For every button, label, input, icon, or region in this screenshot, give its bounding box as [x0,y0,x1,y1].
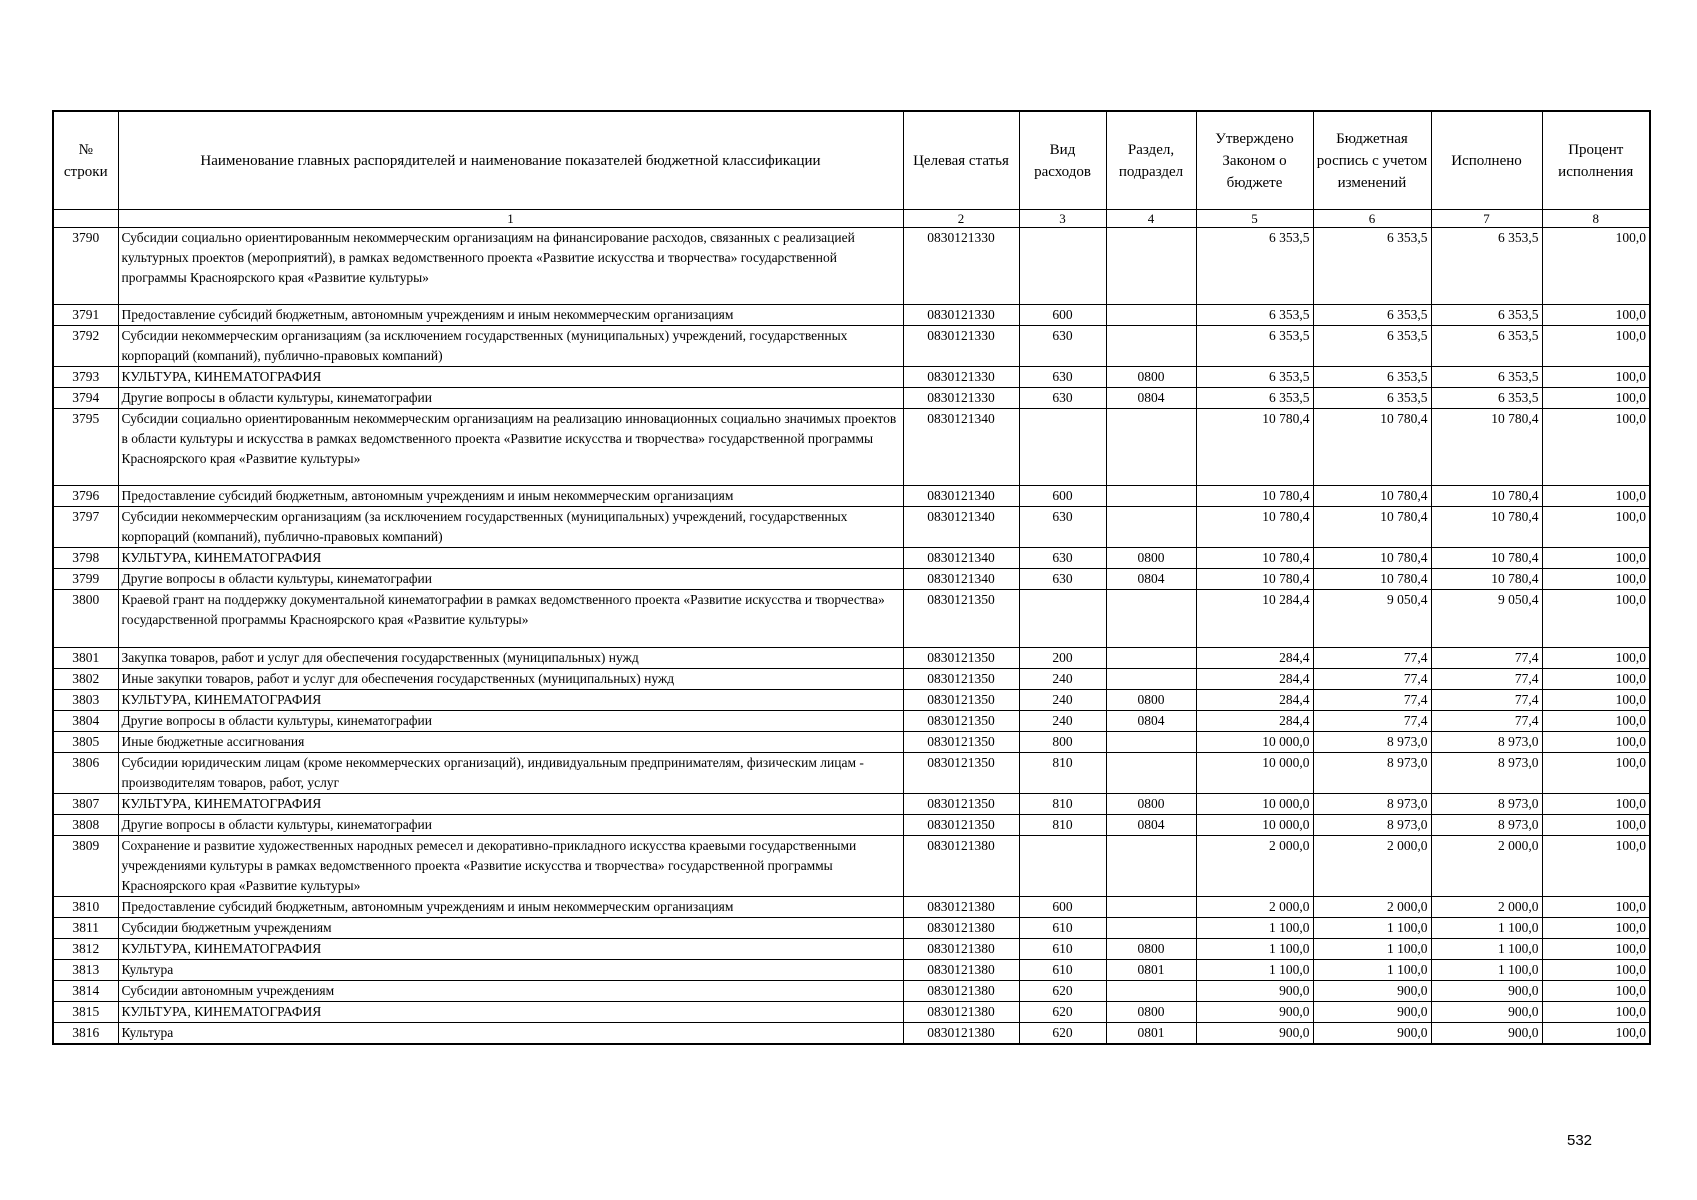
budget-schedule-cell: 1 100,0 [1313,939,1431,960]
executed-cell: 2 000,0 [1431,897,1542,918]
budget-schedule-cell: 77,4 [1313,669,1431,690]
section-cell [1106,228,1196,305]
budget-schedule-cell: 6 353,5 [1313,388,1431,409]
name-cell: Иные закупки товаров, работ и услуг для обеспечения государственных (муниципальных) нужд [118,669,903,690]
target-article-cell: 0830121380 [903,897,1019,918]
column-number: 5 [1196,210,1313,228]
budget-schedule-cell: 1 100,0 [1313,918,1431,939]
table-row [53,981,1650,1002]
expense-type-cell: 810 [1019,794,1106,815]
header-name: Наименование главных распорядителей и наименование показателей бюджетной классификации [118,111,903,210]
executed-cell: 10 780,4 [1431,507,1542,548]
executed-cell: 77,4 [1431,711,1542,732]
budget-schedule-cell: 6 353,5 [1313,228,1431,305]
row-number-cell: 3791 [53,305,118,326]
target-article-cell: 0830121350 [903,732,1019,753]
row-number-cell: 3794 [53,388,118,409]
row-number-cell: 3811 [53,918,118,939]
section-cell [1106,732,1196,753]
executed-cell: 1 100,0 [1431,918,1542,939]
row-number-cell: 3793 [53,367,118,388]
table-row [53,711,1650,732]
section-cell [1106,648,1196,669]
target-article-cell: 0830121350 [903,648,1019,669]
approved-cell: 2 000,0 [1196,897,1313,918]
target-article-cell: 0830121340 [903,486,1019,507]
budget-schedule-cell: 10 780,4 [1313,548,1431,569]
percent-cell: 100,0 [1542,897,1650,918]
section-cell [1106,590,1196,648]
expense-type-cell: 630 [1019,367,1106,388]
expense-type-cell: 800 [1019,732,1106,753]
row-number-cell: 3813 [53,960,118,981]
budget-schedule-cell: 77,4 [1313,711,1431,732]
table-row [53,836,1650,897]
percent-cell: 100,0 [1542,711,1650,732]
expense-type-cell [1019,836,1106,897]
expense-type-cell: 810 [1019,753,1106,794]
row-number-cell: 3812 [53,939,118,960]
budget-schedule-cell: 1 100,0 [1313,960,1431,981]
table-row [53,939,1650,960]
approved-cell: 284,4 [1196,648,1313,669]
column-number: 6 [1313,210,1431,228]
percent-cell: 100,0 [1542,409,1650,486]
expense-type-cell [1019,590,1106,648]
executed-cell: 1 100,0 [1431,960,1542,981]
row-number-cell: 3806 [53,753,118,794]
header-row [53,111,1650,210]
section-cell: 0800 [1106,1002,1196,1023]
executed-cell: 77,4 [1431,648,1542,669]
table-row [53,388,1650,409]
budget-schedule-cell: 9 050,4 [1313,590,1431,648]
expense-type-cell: 240 [1019,711,1106,732]
percent-cell: 100,0 [1542,981,1650,1002]
target-article-cell: 0830121380 [903,836,1019,897]
expense-type-cell: 810 [1019,815,1106,836]
approved-cell: 284,4 [1196,711,1313,732]
name-cell: Другие вопросы в области культуры, кинематографии [118,569,903,590]
approved-cell: 284,4 [1196,690,1313,711]
header-budget-schedule: Бюджетная роспись с учетом изменений [1313,111,1431,210]
target-article-cell: 0830121350 [903,669,1019,690]
executed-cell: 10 780,4 [1431,486,1542,507]
expense-type-cell: 600 [1019,486,1106,507]
table-row [53,590,1650,648]
section-cell [1106,486,1196,507]
row-number-cell: 3815 [53,1002,118,1023]
header-target-article: Целевая статья [903,111,1019,210]
header-expense-type: Вид расходов [1019,111,1106,210]
row-number-cell: 3792 [53,326,118,367]
percent-cell: 100,0 [1542,836,1650,897]
table-row [53,815,1650,836]
table-body [53,228,1650,1045]
percent-cell: 100,0 [1542,486,1650,507]
percent-cell: 100,0 [1542,569,1650,590]
target-article-cell: 0830121340 [903,548,1019,569]
row-number-cell: 3802 [53,669,118,690]
approved-cell: 6 353,5 [1196,388,1313,409]
section-cell [1106,305,1196,326]
section-cell [1106,669,1196,690]
executed-cell: 900,0 [1431,981,1542,1002]
target-article-cell: 0830121380 [903,960,1019,981]
approved-cell: 10 780,4 [1196,486,1313,507]
budget-schedule-cell: 10 780,4 [1313,507,1431,548]
executed-cell: 6 353,5 [1431,305,1542,326]
table-row [53,690,1650,711]
table-row [53,548,1650,569]
column-number: 1 [118,210,903,228]
budget-schedule-cell: 77,4 [1313,690,1431,711]
target-article-cell: 0830121380 [903,1002,1019,1023]
section-cell [1106,897,1196,918]
percent-cell: 100,0 [1542,939,1650,960]
section-cell [1106,753,1196,794]
executed-cell: 10 780,4 [1431,409,1542,486]
name-cell: Субсидии некоммерческим организациям (за исключением государственных (муниципальных) учреждений, государственных корпораций (компаний), публично-правовых компаний) [118,326,903,367]
expense-type-cell: 630 [1019,569,1106,590]
expense-type-cell: 630 [1019,326,1106,367]
expense-type-cell: 610 [1019,960,1106,981]
approved-cell: 10 000,0 [1196,815,1313,836]
executed-cell: 77,4 [1431,690,1542,711]
budget-schedule-cell: 2 000,0 [1313,897,1431,918]
row-number-cell: 3796 [53,486,118,507]
name-cell: Предоставление субсидий бюджетным, автономным учреждениям и иным некоммерческим организациям [118,897,903,918]
budget-schedule-cell: 8 973,0 [1313,815,1431,836]
percent-cell: 100,0 [1542,669,1650,690]
column-number: 7 [1431,210,1542,228]
section-cell [1106,507,1196,548]
name-cell: Культура [118,960,903,981]
table-row [53,918,1650,939]
name-cell: КУЛЬТУРА, КИНЕМАТОГРАФИЯ [118,1002,903,1023]
row-number-cell: 3797 [53,507,118,548]
section-cell [1106,981,1196,1002]
target-article-cell: 0830121380 [903,1023,1019,1045]
target-article-cell: 0830121350 [903,815,1019,836]
row-number-cell: 3790 [53,228,118,305]
approved-cell: 284,4 [1196,669,1313,690]
percent-cell: 100,0 [1542,548,1650,569]
row-number-cell: 3803 [53,690,118,711]
section-cell: 0800 [1106,548,1196,569]
target-article-cell: 0830121350 [903,690,1019,711]
target-article-cell: 0830121350 [903,711,1019,732]
approved-cell: 10 780,4 [1196,409,1313,486]
table-row [53,486,1650,507]
percent-cell: 100,0 [1542,690,1650,711]
target-article-cell: 0830121350 [903,794,1019,815]
name-cell: Сохранение и развитие художественных народных ремесел и декоративно-прикладного искусства краевыми государственными учреждениями культуры в рамках ведомственного проекта «Развитие искусства и творчества» государственной программы Красноярского края «Развитие культуры» [118,836,903,897]
budget-schedule-cell: 10 780,4 [1313,486,1431,507]
expense-type-cell: 200 [1019,648,1106,669]
table-row [53,753,1650,794]
executed-cell: 8 973,0 [1431,815,1542,836]
section-cell: 0801 [1106,1023,1196,1045]
section-cell: 0800 [1106,690,1196,711]
approved-cell: 6 353,5 [1196,367,1313,388]
target-article-cell: 0830121380 [903,918,1019,939]
target-article-cell: 0830121340 [903,507,1019,548]
percent-cell: 100,0 [1542,815,1650,836]
target-article-cell: 0830121330 [903,305,1019,326]
approved-cell: 6 353,5 [1196,326,1313,367]
table-row [53,569,1650,590]
table-row [53,669,1650,690]
row-number-cell: 3816 [53,1023,118,1045]
executed-cell: 10 780,4 [1431,548,1542,569]
budget-schedule-cell: 900,0 [1313,981,1431,1002]
expense-type-cell: 610 [1019,918,1106,939]
budget-schedule-cell: 77,4 [1313,648,1431,669]
name-cell: КУЛЬТУРА, КИНЕМАТОГРАФИЯ [118,548,903,569]
section-cell [1106,918,1196,939]
approved-cell: 1 100,0 [1196,918,1313,939]
budget-schedule-cell: 6 353,5 [1313,305,1431,326]
executed-cell: 6 353,5 [1431,388,1542,409]
expense-type-cell: 630 [1019,388,1106,409]
column-number: 3 [1019,210,1106,228]
table-row [53,228,1650,305]
approved-cell: 10 000,0 [1196,794,1313,815]
approved-cell: 10 000,0 [1196,732,1313,753]
expense-type-cell [1019,228,1106,305]
section-cell [1106,326,1196,367]
name-cell: КУЛЬТУРА, КИНЕМАТОГРАФИЯ [118,939,903,960]
table-header [53,111,1650,228]
name-cell: Другие вопросы в области культуры, кинематографии [118,711,903,732]
percent-cell: 100,0 [1542,228,1650,305]
expense-type-cell: 620 [1019,981,1106,1002]
executed-cell: 6 353,5 [1431,228,1542,305]
budget-table [52,110,1651,1045]
header-row-number: № строки [53,111,118,210]
approved-cell: 10 780,4 [1196,507,1313,548]
table-row [53,326,1650,367]
name-cell: Краевой грант на поддержку документальной кинематографии в рамках ведомственного проекта «Развитие искусства и творчества» государственной программы Красноярского края «Развитие культуры» [118,590,903,648]
approved-cell: 6 353,5 [1196,305,1313,326]
table-row [53,507,1650,548]
budget-schedule-cell: 8 973,0 [1313,794,1431,815]
name-cell: Закупка товаров, работ и услуг для обеспечения государственных (муниципальных) нужд [118,648,903,669]
expense-type-cell [1019,409,1106,486]
name-cell: Субсидии бюджетным учреждениям [118,918,903,939]
executed-cell: 8 973,0 [1431,732,1542,753]
executed-cell: 6 353,5 [1431,326,1542,367]
row-number-cell: 3799 [53,569,118,590]
row-number-cell: 3807 [53,794,118,815]
percent-cell: 100,0 [1542,590,1650,648]
percent-cell: 100,0 [1542,388,1650,409]
row-number-cell: 3798 [53,548,118,569]
column-number-row [53,210,1650,228]
expense-type-cell: 630 [1019,507,1106,548]
row-number-cell: 3801 [53,648,118,669]
percent-cell: 100,0 [1542,1002,1650,1023]
budget-schedule-cell: 6 353,5 [1313,367,1431,388]
section-cell [1106,836,1196,897]
column-number: 8 [1542,210,1650,228]
budget-schedule-cell: 900,0 [1313,1023,1431,1045]
executed-cell: 9 050,4 [1431,590,1542,648]
column-number: 2 [903,210,1019,228]
section-cell: 0804 [1106,815,1196,836]
row-number-cell: 3810 [53,897,118,918]
row-number-cell: 3805 [53,732,118,753]
name-cell: Субсидии социально ориентированным некоммерческим организациям на реализацию инновационных социально значимых проектов в области культуры и искусства в рамках ведомственного проекта «Развитие искусства и творчества» государственной программы Красноярского края «Развитие культуры» [118,409,903,486]
column-number: 4 [1106,210,1196,228]
target-article-cell: 0830121330 [903,228,1019,305]
percent-cell: 100,0 [1542,305,1650,326]
executed-cell: 8 973,0 [1431,753,1542,794]
approved-cell: 1 100,0 [1196,939,1313,960]
budget-schedule-cell: 900,0 [1313,1002,1431,1023]
approved-cell: 2 000,0 [1196,836,1313,897]
approved-cell: 10 000,0 [1196,753,1313,794]
section-cell [1106,409,1196,486]
approved-cell: 900,0 [1196,1002,1313,1023]
section-cell: 0800 [1106,367,1196,388]
section-cell: 0804 [1106,569,1196,590]
table-row [53,305,1650,326]
approved-cell: 10 780,4 [1196,569,1313,590]
row-number-cell: 3808 [53,815,118,836]
row-number-cell: 3795 [53,409,118,486]
percent-cell: 100,0 [1542,732,1650,753]
percent-cell: 100,0 [1542,326,1650,367]
target-article-cell: 0830121330 [903,326,1019,367]
percent-cell: 100,0 [1542,648,1650,669]
percent-cell: 100,0 [1542,753,1650,794]
executed-cell: 900,0 [1431,1023,1542,1045]
table-row [53,732,1650,753]
percent-cell: 100,0 [1542,507,1650,548]
header-percent: Процент исполнения [1542,111,1650,210]
table-row [53,960,1650,981]
name-cell: Субсидии юридическим лицам (кроме некоммерческих организаций), индивидуальным предпринимателям, физическим лицам - производителям товаров, работ, услуг [118,753,903,794]
approved-cell: 10 780,4 [1196,548,1313,569]
name-cell: Предоставление субсидий бюджетным, автономным учреждениям и иным некоммерческим организациям [118,305,903,326]
target-article-cell: 0830121340 [903,409,1019,486]
name-cell: КУЛЬТУРА, КИНЕМАТОГРАФИЯ [118,367,903,388]
row-number-cell: 3814 [53,981,118,1002]
table-row [53,794,1650,815]
percent-cell: 100,0 [1542,367,1650,388]
row-number-cell: 3809 [53,836,118,897]
header-approved: Утверждено Законом о бюджете [1196,111,1313,210]
target-article-cell: 0830121340 [903,569,1019,590]
name-cell: Другие вопросы в области культуры, кинематографии [118,815,903,836]
table-row [53,897,1650,918]
name-cell: Субсидии автономным учреждениям [118,981,903,1002]
header-executed: Исполнено [1431,111,1542,210]
target-article-cell: 0830121330 [903,388,1019,409]
target-article-cell: 0830121330 [903,367,1019,388]
table-row [53,367,1650,388]
expense-type-cell: 600 [1019,305,1106,326]
section-cell: 0801 [1106,960,1196,981]
expense-type-cell: 620 [1019,1023,1106,1045]
column-number-blank [53,210,118,228]
percent-cell: 100,0 [1542,794,1650,815]
approved-cell: 900,0 [1196,1023,1313,1045]
name-cell: Иные бюджетные ассигнования [118,732,903,753]
target-article-cell: 0830121350 [903,753,1019,794]
row-number-cell: 3804 [53,711,118,732]
expense-type-cell: 600 [1019,897,1106,918]
table-row [53,409,1650,486]
name-cell: Предоставление субсидий бюджетным, автономным учреждениям и иным некоммерческим организациям [118,486,903,507]
page-number: 532 [1567,1132,1593,1149]
section-cell: 0800 [1106,794,1196,815]
approved-cell: 900,0 [1196,981,1313,1002]
name-cell: Субсидии социально ориентированным некоммерческим организациям на финансирование расходов, связанных с реализацией культурных проектов (мероприятий), в рамках ведомственного проекта «Развитие искусства и творчества» государственной программы Красноярского края «Развитие культуры» [118,228,903,305]
budget-schedule-cell: 10 780,4 [1313,569,1431,590]
expense-type-cell: 630 [1019,548,1106,569]
executed-cell: 6 353,5 [1431,367,1542,388]
expense-type-cell: 610 [1019,939,1106,960]
approved-cell: 10 284,4 [1196,590,1313,648]
table-row [53,1002,1650,1023]
expense-type-cell: 240 [1019,669,1106,690]
table-row [53,1023,1650,1045]
percent-cell: 100,0 [1542,918,1650,939]
expense-type-cell: 620 [1019,1002,1106,1023]
budget-schedule-cell: 10 780,4 [1313,409,1431,486]
header-section: Раздел, подраздел [1106,111,1196,210]
expense-type-cell: 240 [1019,690,1106,711]
name-cell: КУЛЬТУРА, КИНЕМАТОГРАФИЯ [118,794,903,815]
executed-cell: 77,4 [1431,669,1542,690]
percent-cell: 100,0 [1542,960,1650,981]
executed-cell: 8 973,0 [1431,794,1542,815]
budget-schedule-cell: 6 353,5 [1313,326,1431,367]
section-cell: 0800 [1106,939,1196,960]
table-row [53,648,1650,669]
budget-schedule-cell: 2 000,0 [1313,836,1431,897]
executed-cell: 1 100,0 [1431,939,1542,960]
approved-cell: 6 353,5 [1196,228,1313,305]
budget-schedule-cell: 8 973,0 [1313,753,1431,794]
target-article-cell: 0830121380 [903,939,1019,960]
name-cell: Субсидии некоммерческим организациям (за исключением государственных (муниципальных) учреждений, государственных корпораций (компаний), публично-правовых компаний) [118,507,903,548]
executed-cell: 10 780,4 [1431,569,1542,590]
target-article-cell: 0830121350 [903,590,1019,648]
name-cell: Другие вопросы в области культуры, кинематографии [118,388,903,409]
percent-cell: 100,0 [1542,1023,1650,1045]
section-cell: 0804 [1106,711,1196,732]
target-article-cell: 0830121380 [903,981,1019,1002]
executed-cell: 2 000,0 [1431,836,1542,897]
executed-cell: 900,0 [1431,1002,1542,1023]
row-number-cell: 3800 [53,590,118,648]
section-cell: 0804 [1106,388,1196,409]
name-cell: Культура [118,1023,903,1045]
budget-schedule-cell: 8 973,0 [1313,732,1431,753]
name-cell: КУЛЬТУРА, КИНЕМАТОГРАФИЯ [118,690,903,711]
approved-cell: 1 100,0 [1196,960,1313,981]
